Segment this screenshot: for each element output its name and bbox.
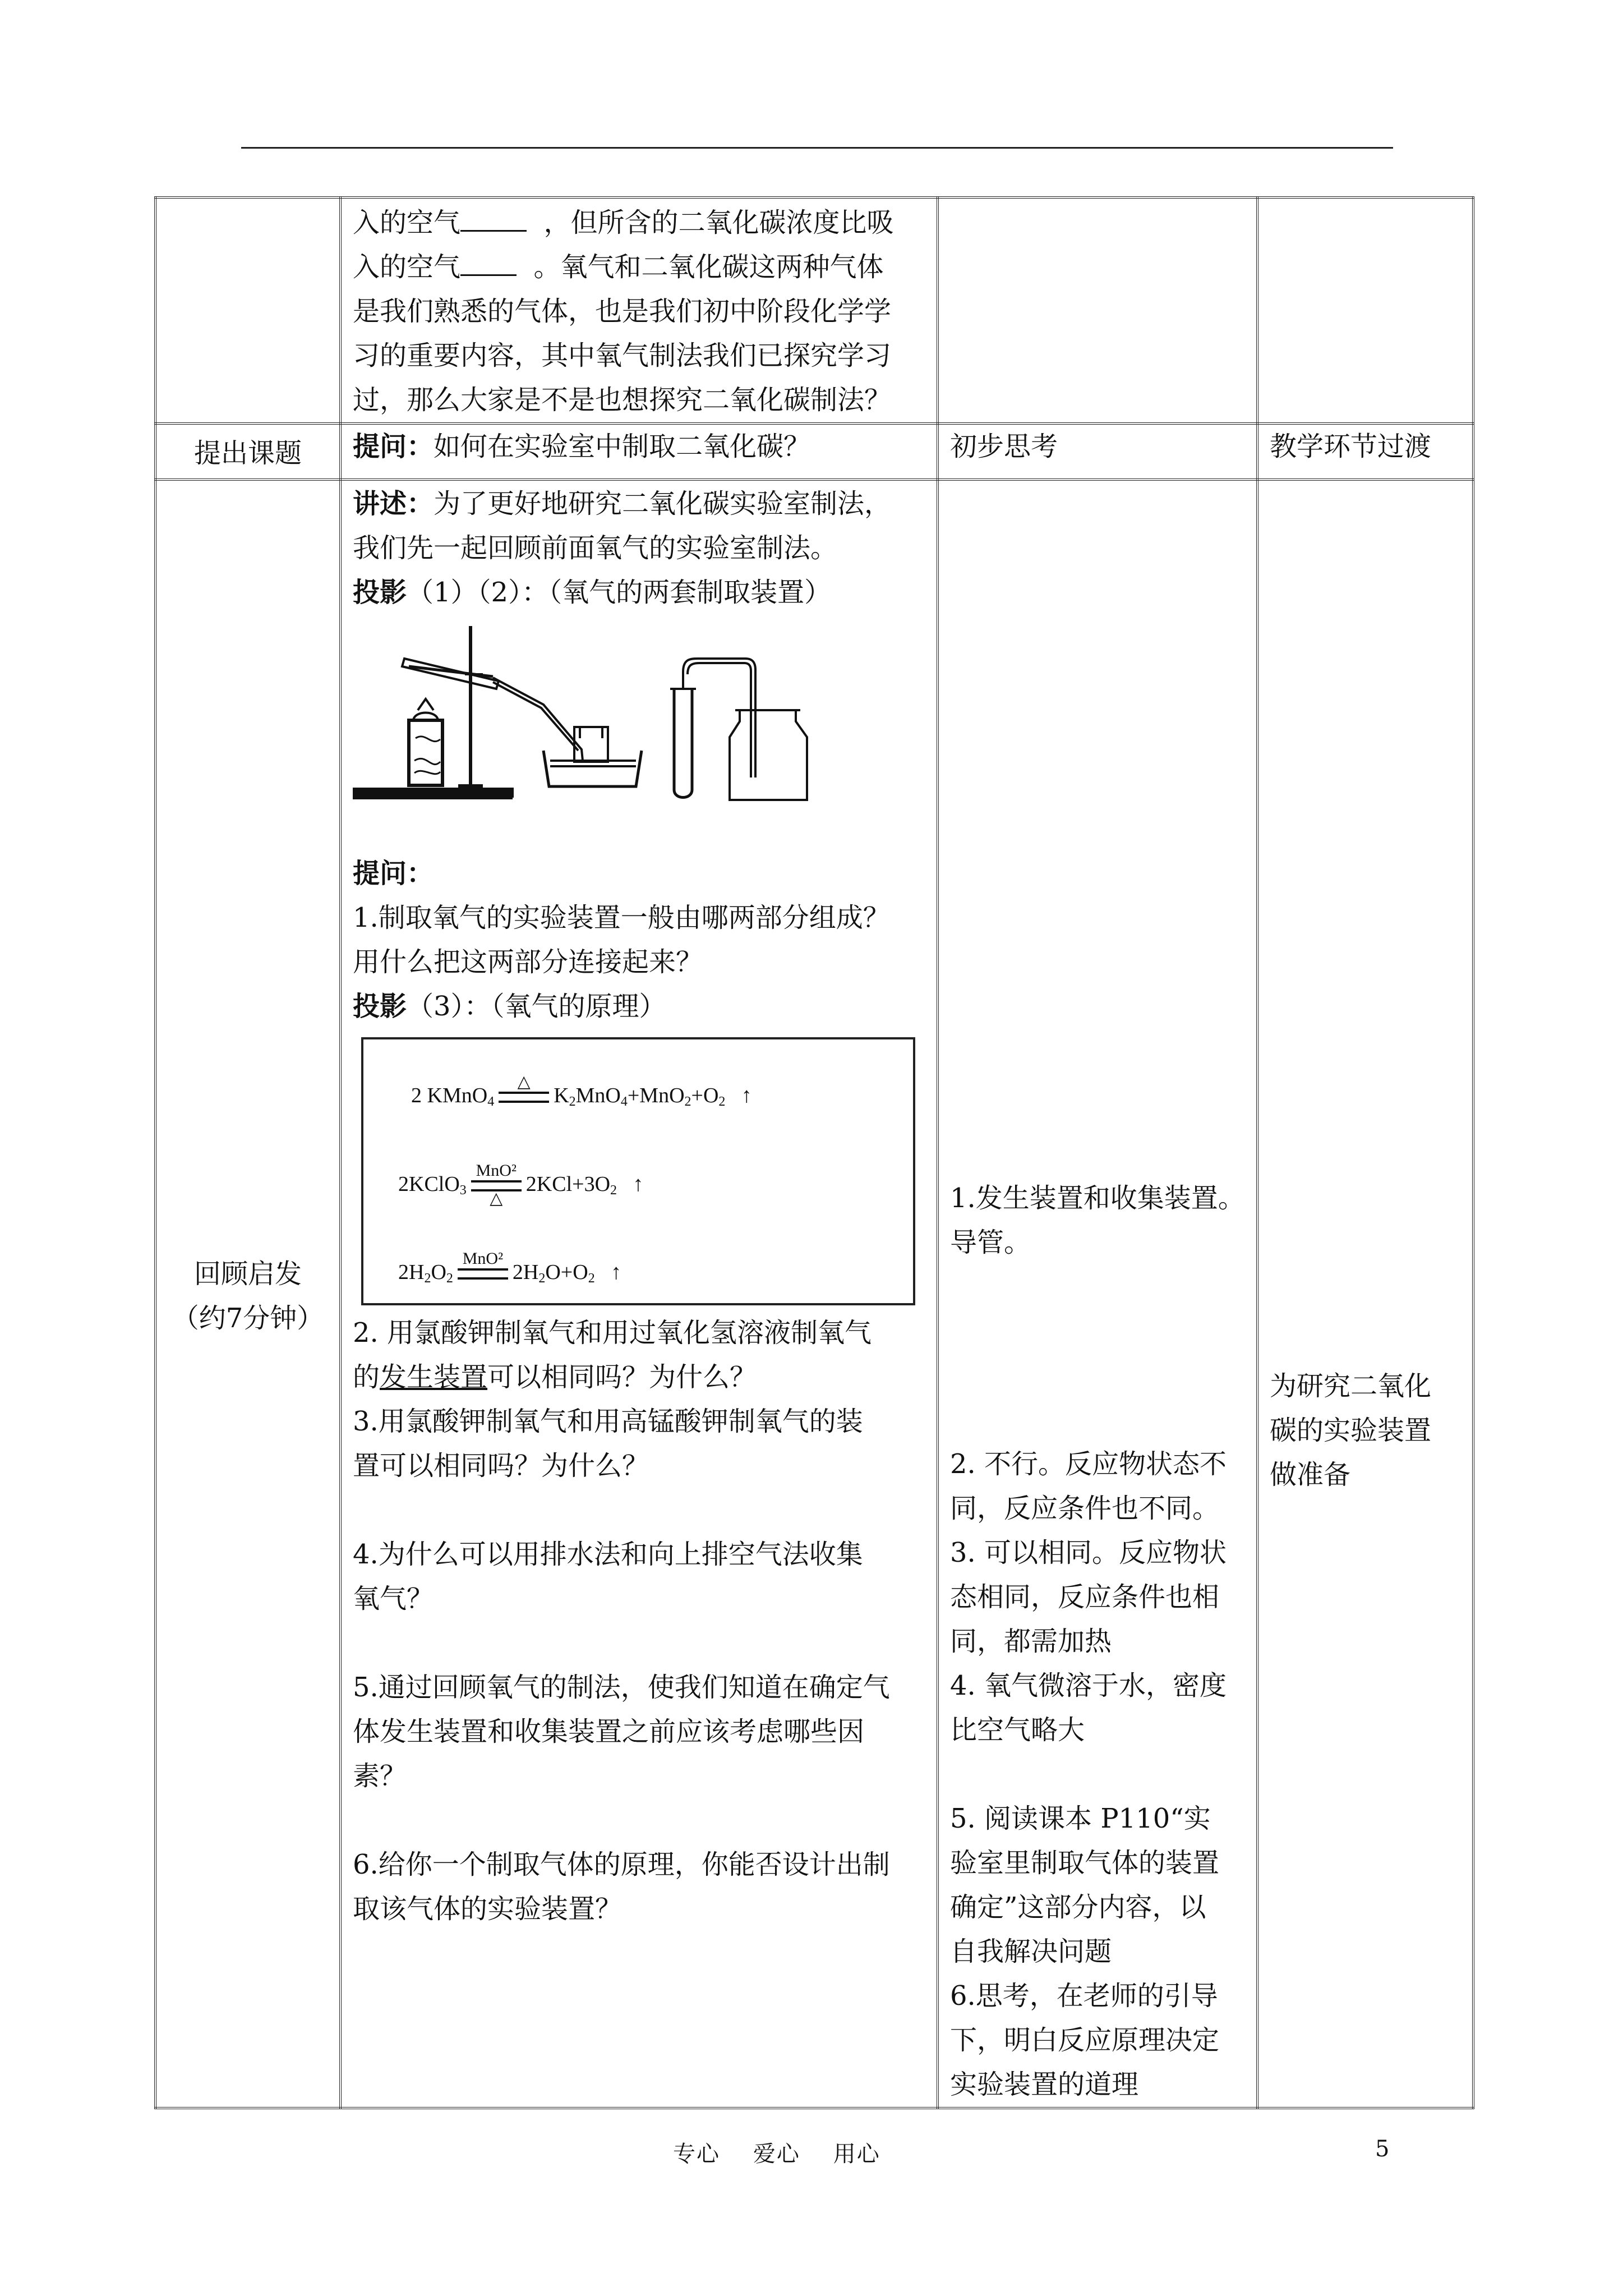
intent-line: 做准备 [1270,1459,1351,1490]
answer-line: 4. 氧气微溶于水，密度 [950,1670,1227,1701]
text-line: 。氧气和二氧化碳这两种气体 [533,251,884,283]
equation-kmno4: 2 KMnO$_4$ △ $K_2MnO_4+MnO_2+O_2$ ↑ [411,1073,752,1109]
student-activity-cell [938,197,1257,424]
intent-line: 为研究二氧化 [1270,1370,1432,1402]
stage-cell [155,197,340,424]
answer-line: 6.思考，在老师的引导 [950,1980,1218,2012]
text-line: 教学环节过渡 [1270,431,1432,462]
question-line: 1.制取氧气的实验装置一般由哪两部分组成？ [353,902,890,933]
underlined-term: 发生装置 [380,1361,488,1393]
text-line: （3）：（氧气的原理） [407,991,666,1022]
text-line: 是我们熟悉的气体，也是我们初中阶段化学学 [353,296,892,327]
question-line: 素？ [353,1760,407,1792]
header-rule [241,147,1393,149]
text-line: （1）（2）：（氧气的两套制取装置） [407,577,832,608]
stage-cell [155,424,340,480]
question-line: 体发生装置和收集装置之前应该考虑哪些因 [353,1716,865,1747]
table-row-continuation [155,197,1473,424]
intent-cell [1257,197,1473,424]
text-line: ，但所含的二氧化碳浓度比吸 [543,207,894,238]
intent-cell [1257,480,1473,2108]
answer-line: 1.发生装置和收集装置。 [950,1182,1245,1214]
prompt-label: 提问： [353,858,434,889]
projection-label: 投影 [353,991,407,1022]
narration-label: 讲述： [353,488,434,519]
table-row-topic [155,424,1473,480]
question-line: 取该气体的实验装置？ [353,1893,623,1925]
page-number: 5 [1375,2136,1390,2162]
text-line: 习的重要内容，其中氧气制法我们已探究学习 [353,340,892,371]
answer-line: 实验装置的道理 [950,2069,1139,2100]
footer-motto: 专心 爱心 用心 [673,2141,880,2167]
intent-line: 碳的实验装置 [1270,1415,1432,1446]
teacher-activity-cell [340,197,938,424]
oxygen-apparatus-figure [353,626,824,811]
question-line: 置可以相同吗？为什么？ [353,1450,649,1481]
student-activity-cell [938,424,1257,480]
equation-box [361,1037,915,1305]
table-row-review [155,480,1473,2108]
answer-line: 同，反应条件也不同。 [950,1493,1220,1524]
teacher-activity-cell [340,424,938,480]
question-line: 氧气？ [353,1583,434,1614]
question-line: 4.为什么可以用排水法和向上排空气法收集 [353,1539,863,1570]
answer-line: 同，都需加热 [950,1626,1112,1657]
fill-blank [460,245,517,276]
text-line: 初步思考 [950,431,1058,462]
answer-line: 验室里制取气体的装置 [950,1847,1220,1879]
answer-line: 下，明白反应原理决定 [950,2024,1220,2056]
answer-line: 确定”这部分内容，以 [950,1892,1206,1923]
answer-line: 5. 阅读课本 P110“实 [950,1803,1211,1834]
question-line: 6.给你一个制取气体的原理，你能否设计出制 [353,1849,890,1880]
projection-label: 投影 [353,577,407,608]
text-line: 我们先一起回顾前面氧气的实验室制法。 [353,532,838,564]
answer-line: 导管。 [950,1227,1031,1258]
stage-duration: （约7分钟） [172,1303,324,1334]
text-line: 入的空气 [353,251,461,283]
stage-label: 提出课题 [193,438,302,469]
equation-h2o2: $2H_2O_2$ MnO² $2H_2O+O_2$ ↑ [398,1249,622,1286]
stage-cell [155,480,340,2108]
text-line: 为了更好地研究二氧化碳实验室制法， [434,488,892,519]
equation-kclo3: 2KClO$_3$ MnO² △ $2KCl+3O_2$ ↑ [398,1161,644,1208]
question-line: 3.用氯酸钾制氧气和用高锰酸钾制氧气的装 [353,1406,863,1437]
answer-line: 态相同，反应条件也相 [950,1581,1220,1613]
answer-line: 3. 可以相同。反应物状 [950,1537,1227,1568]
question-line: 5.通过回顾氧气的制法，使我们知道在确定气 [353,1672,890,1703]
answer-line: 比空气略大 [950,1714,1085,1746]
answer-line: 自我解决问题 [950,1936,1112,1967]
text-line: 过，那么大家是不是也想探究二氧化碳制法？ [353,384,892,416]
intent-cell [1257,424,1473,480]
fill-blank [460,201,527,232]
stage-label: 回顾启发 [193,1258,302,1290]
question-line: 2. 用氯酸钾制氧气和用过氧化氢溶液制氧气 [353,1317,872,1349]
student-activity-cell [938,480,1257,2108]
prompt-label: 提问： [353,431,434,462]
lesson-plan-table [154,196,1474,2109]
teacher-activity-cell: 讲述：为了更好地研究二氧化碳实验室制法， 我们先一起回顾前面氧气的实验室制法。 投影（1）（2）：（氧气的两套制取装置） 提问： 1.制取氧气的实验装置一般由哪两部分组成？ 用什么把这两部分连接起来？ 投影（3）：（氧气的原理） 2 KMnO$_4$ △ $K_2MnO_4+MnO_2+O_2$ ↑ 2KClO$_3$ MnO² △ $2KCl+3O_2$ ↑ $2H_2O_2$ MnO² $2H_2O+O_2$ ↑ 2. 用氯酸钾制氧气和用过氧化氢溶液制氧气 的发生装置可以相同吗？为什么？ 3.用氯酸钾制氧气和用高锰酸钾制氧气的装 置可以相同吗？为什么？ 4.为什么可以用排水法和向上排空气法收集 氧气？ 5.通过回顾氧气的制法，使我们知道在确定气 体发生装置和收集装置之前应该考虑哪些因 素？ 6.给你一个制取气体的原理，你能否设计出制 取该气体的实验装置？ [340,480,938,2108]
question-line: 用什么把这两部分连接起来？ [353,946,703,978]
answer-line: 2. 不行。反应物状态不 [950,1448,1227,1480]
text-line: 如何在实验室中制取二氧化碳？ [434,431,811,462]
text-line: 入的空气 [353,207,461,238]
